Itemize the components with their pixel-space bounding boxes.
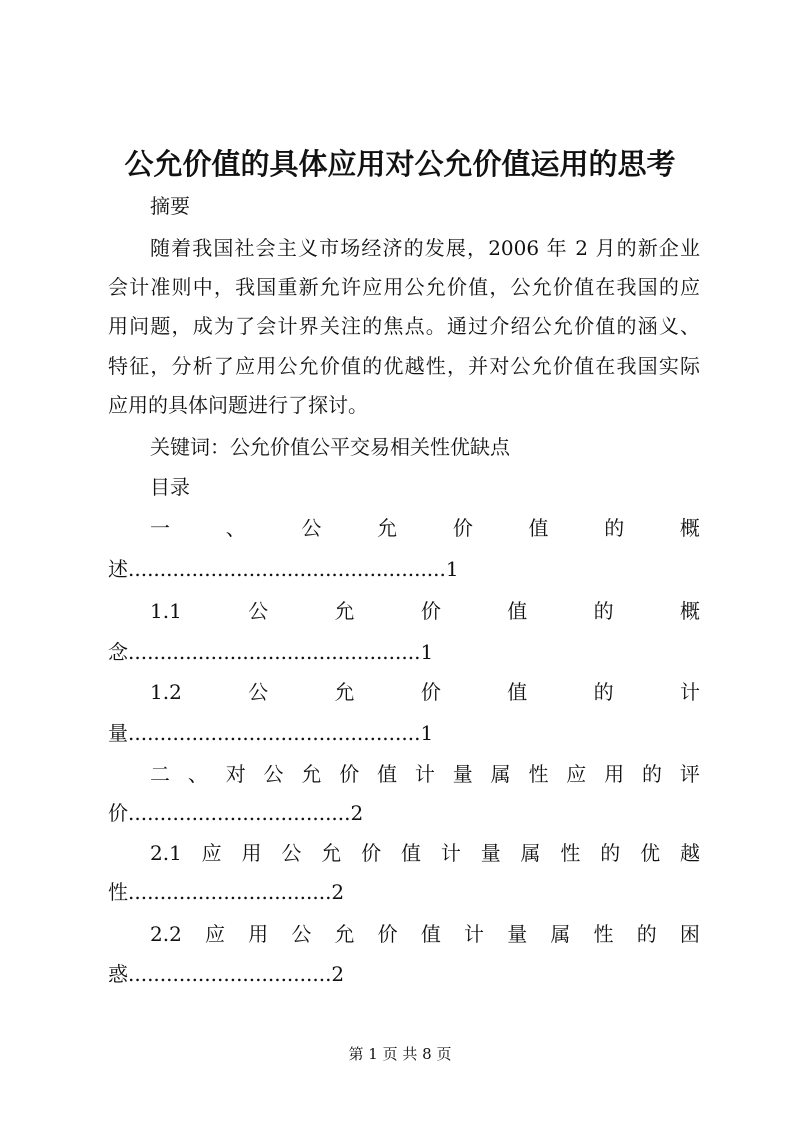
toc-entry-3-tail[interactable]: 量..............................................1 [108, 721, 434, 745]
toc-entry-char: 优 [640, 841, 661, 865]
page-footer: 第 1 页 共 8 页 [348, 1045, 452, 1063]
toc-entry-1-head[interactable] [150, 508, 700, 548]
toc-entry-char: 性 [593, 922, 614, 946]
toc-entry-char: 价 [452, 516, 473, 540]
toc-entry-char: 允 [301, 762, 322, 786]
toc-entry-6-tail[interactable]: 惑................................2 [108, 962, 345, 986]
abstract-line-2: 会计准则中，我国重新允许应用公允价值，公允价值在我国的应 [108, 275, 700, 299]
toc-entry-char: 2.1 [150, 841, 182, 865]
toc-entry-2-tail[interactable]: 念..............................................1 [108, 640, 434, 664]
toc-entry-char: 公 [263, 762, 284, 786]
abstract-heading: 摘要 [150, 194, 190, 218]
toc-entry-char: 概 [679, 599, 700, 623]
toc-entry-char: 公 [281, 841, 302, 865]
toc-entry-char: 值 [400, 841, 421, 865]
toc-entry-char: 计 [464, 922, 485, 946]
toc-entry-6-head[interactable] [150, 914, 700, 954]
keywords: 关键词：公允价值公平交易相关性优缺点 [150, 435, 510, 459]
toc-entry-char: 评 [679, 762, 700, 786]
toc-entry-char: 允 [377, 516, 398, 540]
toc-entry-char: 公 [291, 922, 312, 946]
toc-entry-char: 允 [334, 922, 355, 946]
toc-entry-char: 计 [440, 841, 461, 865]
toc-entry-char: 值 [507, 599, 528, 623]
toc-entry-char: 计 [414, 762, 435, 786]
toc-entry-char: 属 [550, 922, 571, 946]
toc-entry-char: 性 [560, 841, 581, 865]
toc-entry-char: 价 [339, 762, 360, 786]
abstract-line-4: 特征，分析了应用公允价值的优越性，并对公允价值在我国实际 [108, 354, 700, 378]
toc-entry-char: 1.1 [150, 599, 182, 623]
toc-entry-char: 二 [150, 762, 170, 786]
toc-entry-char: 属 [520, 841, 541, 865]
toc-entry-char: 允 [321, 841, 342, 865]
toc-entry-char: 一 [150, 516, 170, 540]
toc-entry-char: 值 [420, 922, 441, 946]
toc-entry-char: 、 [187, 762, 208, 786]
abstract-line-1: 随着我国社会主义市场经济的发展，2006 年 2 月的新企业 [150, 236, 700, 260]
toc-entry-char: 价 [377, 922, 398, 946]
toc-entry-char: 允 [334, 680, 355, 704]
toc-entry-char: 用 [604, 762, 625, 786]
abstract-line-5: 应用的具体问题进行了探讨。 [108, 393, 368, 417]
toc-entry-char: 用 [248, 922, 269, 946]
toc-entry-char: 值 [377, 762, 398, 786]
toc-entry-char: 越 [679, 841, 700, 865]
toc-entry-char: 概 [679, 516, 700, 540]
toc-entry-char: 应 [204, 922, 225, 946]
toc-entry-char: 1.2 [150, 680, 182, 704]
toc-entry-char: 性 [528, 762, 549, 786]
toc-entry-char: 公 [248, 599, 269, 623]
toc-entry-char: 对 [225, 762, 246, 786]
toc-entry-char: 值 [507, 680, 528, 704]
toc-entry-char: 、 [225, 516, 246, 540]
toc-heading: 目录 [150, 475, 190, 499]
abstract-line-3: 用问题，成为了会计界关注的焦点。通过介绍公允价值的涵义、 [108, 314, 700, 338]
toc-entry-char: 2.2 [150, 922, 182, 946]
toc-entry-char: 的 [604, 516, 625, 540]
document-title: 公允价值的具体应用对公允价值运用的思考 [124, 147, 676, 181]
toc-entry-char: 价 [420, 680, 441, 704]
toc-entry-char: 的 [600, 841, 621, 865]
toc-entry-4-tail[interactable]: 价...................................2 [108, 801, 364, 825]
toc-entry-char: 量 [452, 762, 473, 786]
toc-entry-char: 应 [566, 762, 587, 786]
toc-entry-char: 价 [420, 599, 441, 623]
toc-entry-char: 属 [490, 762, 511, 786]
toc-entry-char: 价 [361, 841, 382, 865]
toc-entry-3-head[interactable] [150, 672, 700, 712]
toc-entry-char: 的 [636, 922, 657, 946]
toc-entry-char: 困 [679, 922, 700, 946]
toc-entry-char: 公 [301, 516, 322, 540]
toc-entry-5-tail[interactable]: 性................................2 [108, 880, 345, 904]
toc-entry-char: 用 [241, 841, 262, 865]
toc-entry-char: 的 [593, 680, 614, 704]
toc-entry-char: 允 [334, 599, 355, 623]
toc-entry-char: 量 [480, 841, 501, 865]
toc-entry-4-head[interactable] [150, 754, 700, 794]
toc-entry-char: 的 [641, 762, 662, 786]
toc-entry-char: 量 [507, 922, 528, 946]
toc-entry-5-head[interactable] [150, 833, 700, 873]
toc-entry-char: 的 [593, 599, 614, 623]
toc-entry-2-head[interactable] [150, 591, 700, 631]
toc-entry-1-tail[interactable]: 述..................................................1 [108, 557, 459, 581]
toc-entry-char: 公 [248, 680, 269, 704]
toc-entry-char: 应 [201, 841, 222, 865]
toc-entry-char: 值 [528, 516, 549, 540]
toc-entry-char: 计 [679, 680, 700, 704]
